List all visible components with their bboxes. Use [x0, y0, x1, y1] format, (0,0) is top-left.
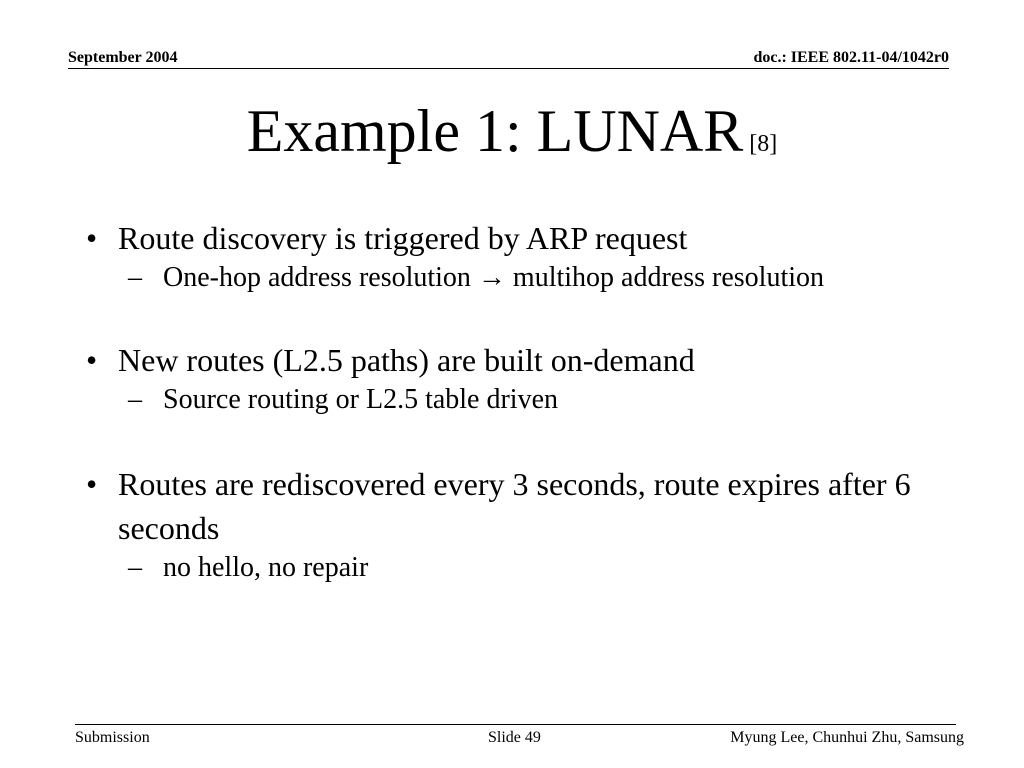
footer-submission: Submission	[75, 729, 150, 746]
slide-title-text: Example 1: LUNAR	[246, 98, 744, 164]
header-doc-id: doc.: IEEE 802.11-04/1042r0	[753, 49, 949, 66]
bullet-text: New routes (L2.5 paths) are built on-demand	[118, 342, 695, 378]
sub-bullet-item	[86, 550, 946, 586]
bullet-marker: •	[86, 220, 98, 256]
bullet-text: Routes are rediscovered every 3 seconds, route expires after 6 seconds	[118, 466, 911, 546]
sub-bullet-marker: –	[128, 384, 142, 415]
slide-title	[0, 96, 1024, 179]
sub-bullet-marker: –	[128, 262, 142, 293]
header-divider	[68, 68, 949, 69]
sub-bullet-text: no hello, no repair	[163, 552, 369, 583]
sub-bullet-marker: –	[128, 552, 142, 583]
sub-bullet-text: Source routing or L2.5 table driven	[163, 384, 559, 415]
bullet-item	[86, 216, 946, 260]
footer-divider	[75, 724, 956, 725]
sub-bullet-item	[86, 260, 946, 296]
bullet-marker: •	[86, 466, 98, 502]
footer-slide-number: Slide 49	[488, 729, 541, 746]
bullet-text: Route discovery is triggered by ARP request	[118, 220, 688, 256]
bullet-item	[86, 462, 946, 550]
sub-bullet-text: One-hop address resolution → multihop address resolution	[163, 262, 825, 293]
sub-bullet-item	[86, 382, 946, 418]
slide-title-reference: [8]	[749, 131, 778, 157]
header-date: September 2004	[68, 49, 178, 66]
bullet-item	[86, 338, 946, 382]
slide-content	[86, 216, 946, 586]
bullet-marker: •	[86, 342, 98, 378]
footer-authors: Myung Lee, Chunhui Zhu, Samsung	[730, 729, 964, 746]
